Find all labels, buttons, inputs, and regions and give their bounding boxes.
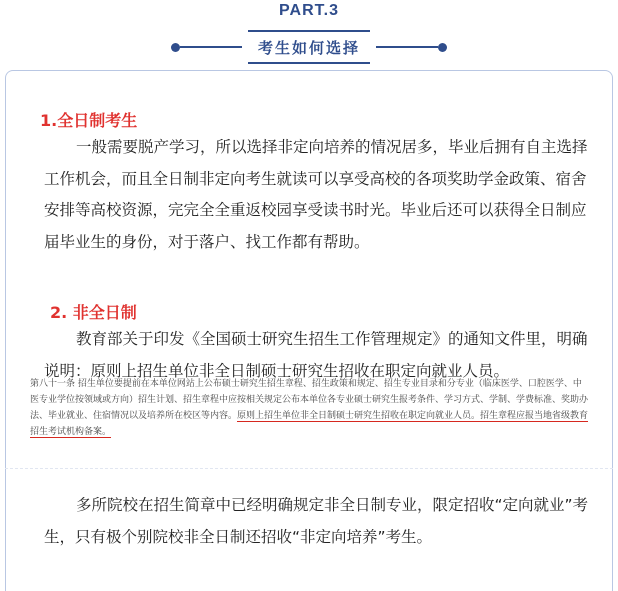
document-excerpt (30, 376, 590, 440)
heading-parttime: 2. 非全日制 (50, 303, 137, 322)
left-line (180, 46, 242, 48)
left-dot-icon (171, 43, 180, 52)
paragraph-parttime: 教育部关于印发《全国硕士研究生招生工作管理规定》的通知文件里，明确说明：原则上招生单位非全日制硕士研究生招收在职定向就业人员。 (44, 330, 588, 380)
heading-fulltime: 1.全日制考生 (40, 111, 138, 130)
right-dot-icon (438, 43, 447, 52)
closing-paragraph: 多所院校在招生简章中已经明确规定非全日制专业，限定招收“定向就业”考生，只有极个别院校非全日制还招收“非定向培养”考生。 (44, 496, 589, 546)
part-label: PART.3 (279, 2, 339, 19)
document-excerpt-highlight: 原则上招生单位非全日制硕士研究生招收在职定向就业人员。招生章程应报当地省级教育招生考试机构备案。 (30, 411, 589, 437)
right-line (376, 46, 438, 48)
paragraph-fulltime: 一般需要脱产学习，所以选择非定向培养的情况居多，毕业后拥有自主选择工作机会，而且全日制非定向考生就读可以享受高校的各项奖助学金政策、宿舍安排等高校资源，完完全全重返校园享受读书时光。毕业后还可以获得全日制应届毕业生的身份，对于落户、找工作都有帮助。 (44, 138, 588, 251)
section-title: 考生如何选择 (248, 30, 370, 64)
section-title-banner (0, 30, 618, 64)
document-excerpt-text: 第八十一条 招生单位要提前在本单位网站上公布硕士研究生招生章程、招生政策和规定、招生专业目录和分专业（临床医学、口腔医学、中医专业学位按领域或方向）招生计划、招生章程中应按相关规定公布本单位各专业硕士研究生报考条件、学习方式、学制、学费标准、奖助办法、毕业就业、住宿情况以及培养所在校区等内容。 (30, 379, 589, 421)
divider (5, 468, 613, 469)
